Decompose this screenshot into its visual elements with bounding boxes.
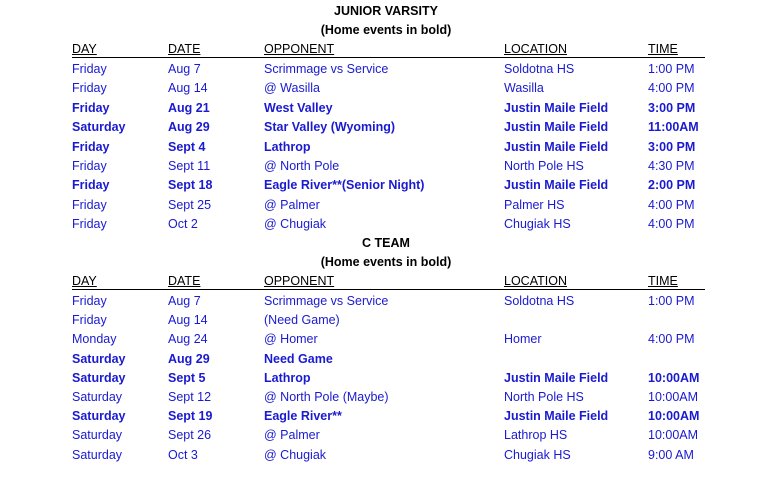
opponent-cell: Need Game (264, 351, 333, 366)
location-cell: North Pole HS (504, 159, 584, 173)
opponent-cell: @ North Pole (Maybe) (264, 390, 389, 404)
time-cell: 4:30 PM (648, 159, 695, 173)
time-cell: 11:00AM (648, 120, 699, 135)
day-cell: Friday (72, 81, 107, 96)
date-cell: Aug 21 (168, 100, 210, 115)
table-row (0, 448, 772, 467)
day-cell: Friday (72, 197, 107, 212)
day-cell: Friday (72, 313, 107, 328)
time-cell: 4:00 PM (648, 217, 695, 232)
location-cell: Justin Maile Field (504, 370, 609, 385)
date-cell: Aug 14 (168, 81, 208, 96)
date-cell: Aug 7 (168, 62, 201, 76)
location-cell: Soldotna HS (504, 294, 575, 308)
table-row (0, 217, 772, 236)
opponent-cell: Scrimmage vs Service (264, 62, 389, 76)
table-row (0, 159, 772, 178)
opponent-column-header: OPPONENT (264, 274, 335, 288)
opponent-cell: @ Chugiak (264, 217, 327, 232)
time-cell: 4:00 PM (648, 81, 695, 96)
location-cell: Palmer HS (504, 197, 565, 212)
varsity-header-row (0, 42, 772, 61)
date-cell: Oct 2 (168, 217, 198, 232)
day-cell: Friday (72, 178, 110, 193)
day-cell: Friday (72, 159, 107, 173)
table-row (0, 313, 772, 332)
table-row (0, 101, 772, 120)
day-cell: Saturday (72, 370, 126, 385)
location-cell: North Pole HS (504, 390, 584, 404)
day-column-header: DAY (72, 274, 97, 288)
header-divider (72, 289, 705, 290)
opponent-cell: @ Chugiak (264, 447, 327, 462)
opponent-cell: Eagle River**(Senior Night) (264, 178, 425, 193)
date-cell: Aug 29 (168, 120, 210, 135)
table-row (0, 390, 772, 409)
day-cell: Saturday (72, 351, 126, 366)
opponent-cell: West Valley (264, 100, 333, 115)
time-cell: 10:00AM (648, 428, 699, 443)
time-cell: 1:00 PM (648, 294, 695, 308)
time-cell: 10:00AM (648, 390, 699, 404)
date-cell: Sept 5 (168, 370, 206, 385)
varsity-title: JUNIOR VARSITY (334, 4, 438, 18)
date-cell: Sept 11 (168, 159, 211, 173)
time-cell: 9:00 AM (648, 447, 694, 462)
opponent-column-header: OPPONENT (264, 42, 335, 56)
time-cell: 10:00AM (648, 409, 700, 424)
cteam-subtitle: (Home events in bold) (320, 255, 452, 269)
day-cell: Saturday (72, 409, 126, 424)
date-cell: Aug 7 (168, 294, 201, 308)
opponent-cell: @ Wasilla (264, 81, 320, 96)
opponent-cell: @ Palmer (264, 428, 320, 443)
location-cell: Wasilla (504, 81, 544, 96)
day-cell: Friday (72, 139, 110, 154)
location-cell: Lathrop HS (504, 428, 568, 443)
location-cell: Soldotna HS (504, 62, 575, 76)
time-cell: 10:00AM (648, 370, 700, 385)
date-cell: Sept 25 (168, 197, 212, 212)
day-cell: Friday (72, 294, 107, 308)
opponent-cell: Star Valley (Wyoming) (264, 120, 396, 135)
opponent-cell: @ North Pole (264, 159, 340, 173)
location-cell: Chugiak HS (504, 217, 571, 232)
opponent-cell: @ Homer (264, 332, 318, 347)
table-row (0, 371, 772, 390)
table-row (0, 120, 772, 139)
day-cell: Saturday (72, 428, 123, 443)
cteam-title: C TEAM (362, 236, 410, 250)
opponent-cell: Eagle River** (264, 409, 342, 424)
day-column-header: DAY (72, 42, 97, 56)
cteam-header-row (0, 274, 772, 293)
location-cell: Justin Maile Field (504, 409, 609, 424)
time-cell: 2:00 PM (648, 178, 696, 193)
table-row (0, 81, 772, 100)
date-cell: Sept 4 (168, 139, 206, 154)
header-divider (72, 57, 705, 58)
varsity-subtitle: (Home events in bold) (320, 23, 452, 37)
day-cell: Saturday (72, 120, 126, 135)
location-column-header: LOCATION (504, 274, 567, 288)
table-row (0, 428, 772, 447)
date-column-header: DATE (168, 274, 201, 288)
location-cell: Justin Maile Field (504, 178, 609, 193)
day-cell: Friday (72, 217, 107, 232)
time-column-header: TIME (648, 274, 678, 288)
location-cell: Chugiak HS (504, 447, 571, 462)
date-column-header: DATE (168, 42, 201, 56)
table-row (0, 62, 772, 81)
time-cell: 3:00 PM (648, 100, 696, 115)
table-row (0, 332, 772, 351)
time-cell: 4:00 PM (648, 197, 695, 212)
date-cell: Oct 3 (168, 447, 198, 462)
day-cell: Monday (72, 332, 117, 347)
opponent-cell: Scrimmage vs Service (264, 294, 389, 308)
date-cell: Sept 12 (168, 390, 212, 404)
opponent-cell: Lathrop (264, 139, 311, 154)
day-cell: Saturday (72, 447, 123, 462)
time-cell: 1:00 PM (648, 62, 695, 76)
date-cell: Sept 18 (168, 178, 213, 193)
day-cell: Friday (72, 100, 110, 115)
opponent-cell: Lathrop (264, 370, 311, 385)
time-column-header: TIME (648, 42, 678, 56)
opponent-cell: (Need Game) (264, 313, 340, 328)
date-cell: Sept 19 (168, 409, 213, 424)
table-row (0, 198, 772, 217)
location-cell: Justin Maile Field (504, 120, 609, 135)
table-row (0, 294, 772, 313)
opponent-cell: @ Palmer (264, 197, 320, 212)
table-row (0, 409, 772, 428)
table-row (0, 352, 772, 371)
time-cell: 4:00 PM (648, 332, 695, 347)
date-cell: Sept 26 (168, 428, 212, 443)
time-cell: 3:00 PM (648, 139, 696, 154)
location-cell: Homer (504, 332, 542, 347)
date-cell: Aug 14 (168, 313, 208, 328)
location-cell: Justin Maile Field (504, 139, 609, 154)
day-cell: Friday (72, 62, 107, 76)
table-row (0, 178, 772, 197)
location-cell: Justin Maile Field (504, 100, 609, 115)
table-row (0, 140, 772, 159)
date-cell: Aug 24 (168, 332, 208, 347)
date-cell: Aug 29 (168, 351, 210, 366)
day-cell: Saturday (72, 390, 123, 404)
location-column-header: LOCATION (504, 42, 567, 56)
